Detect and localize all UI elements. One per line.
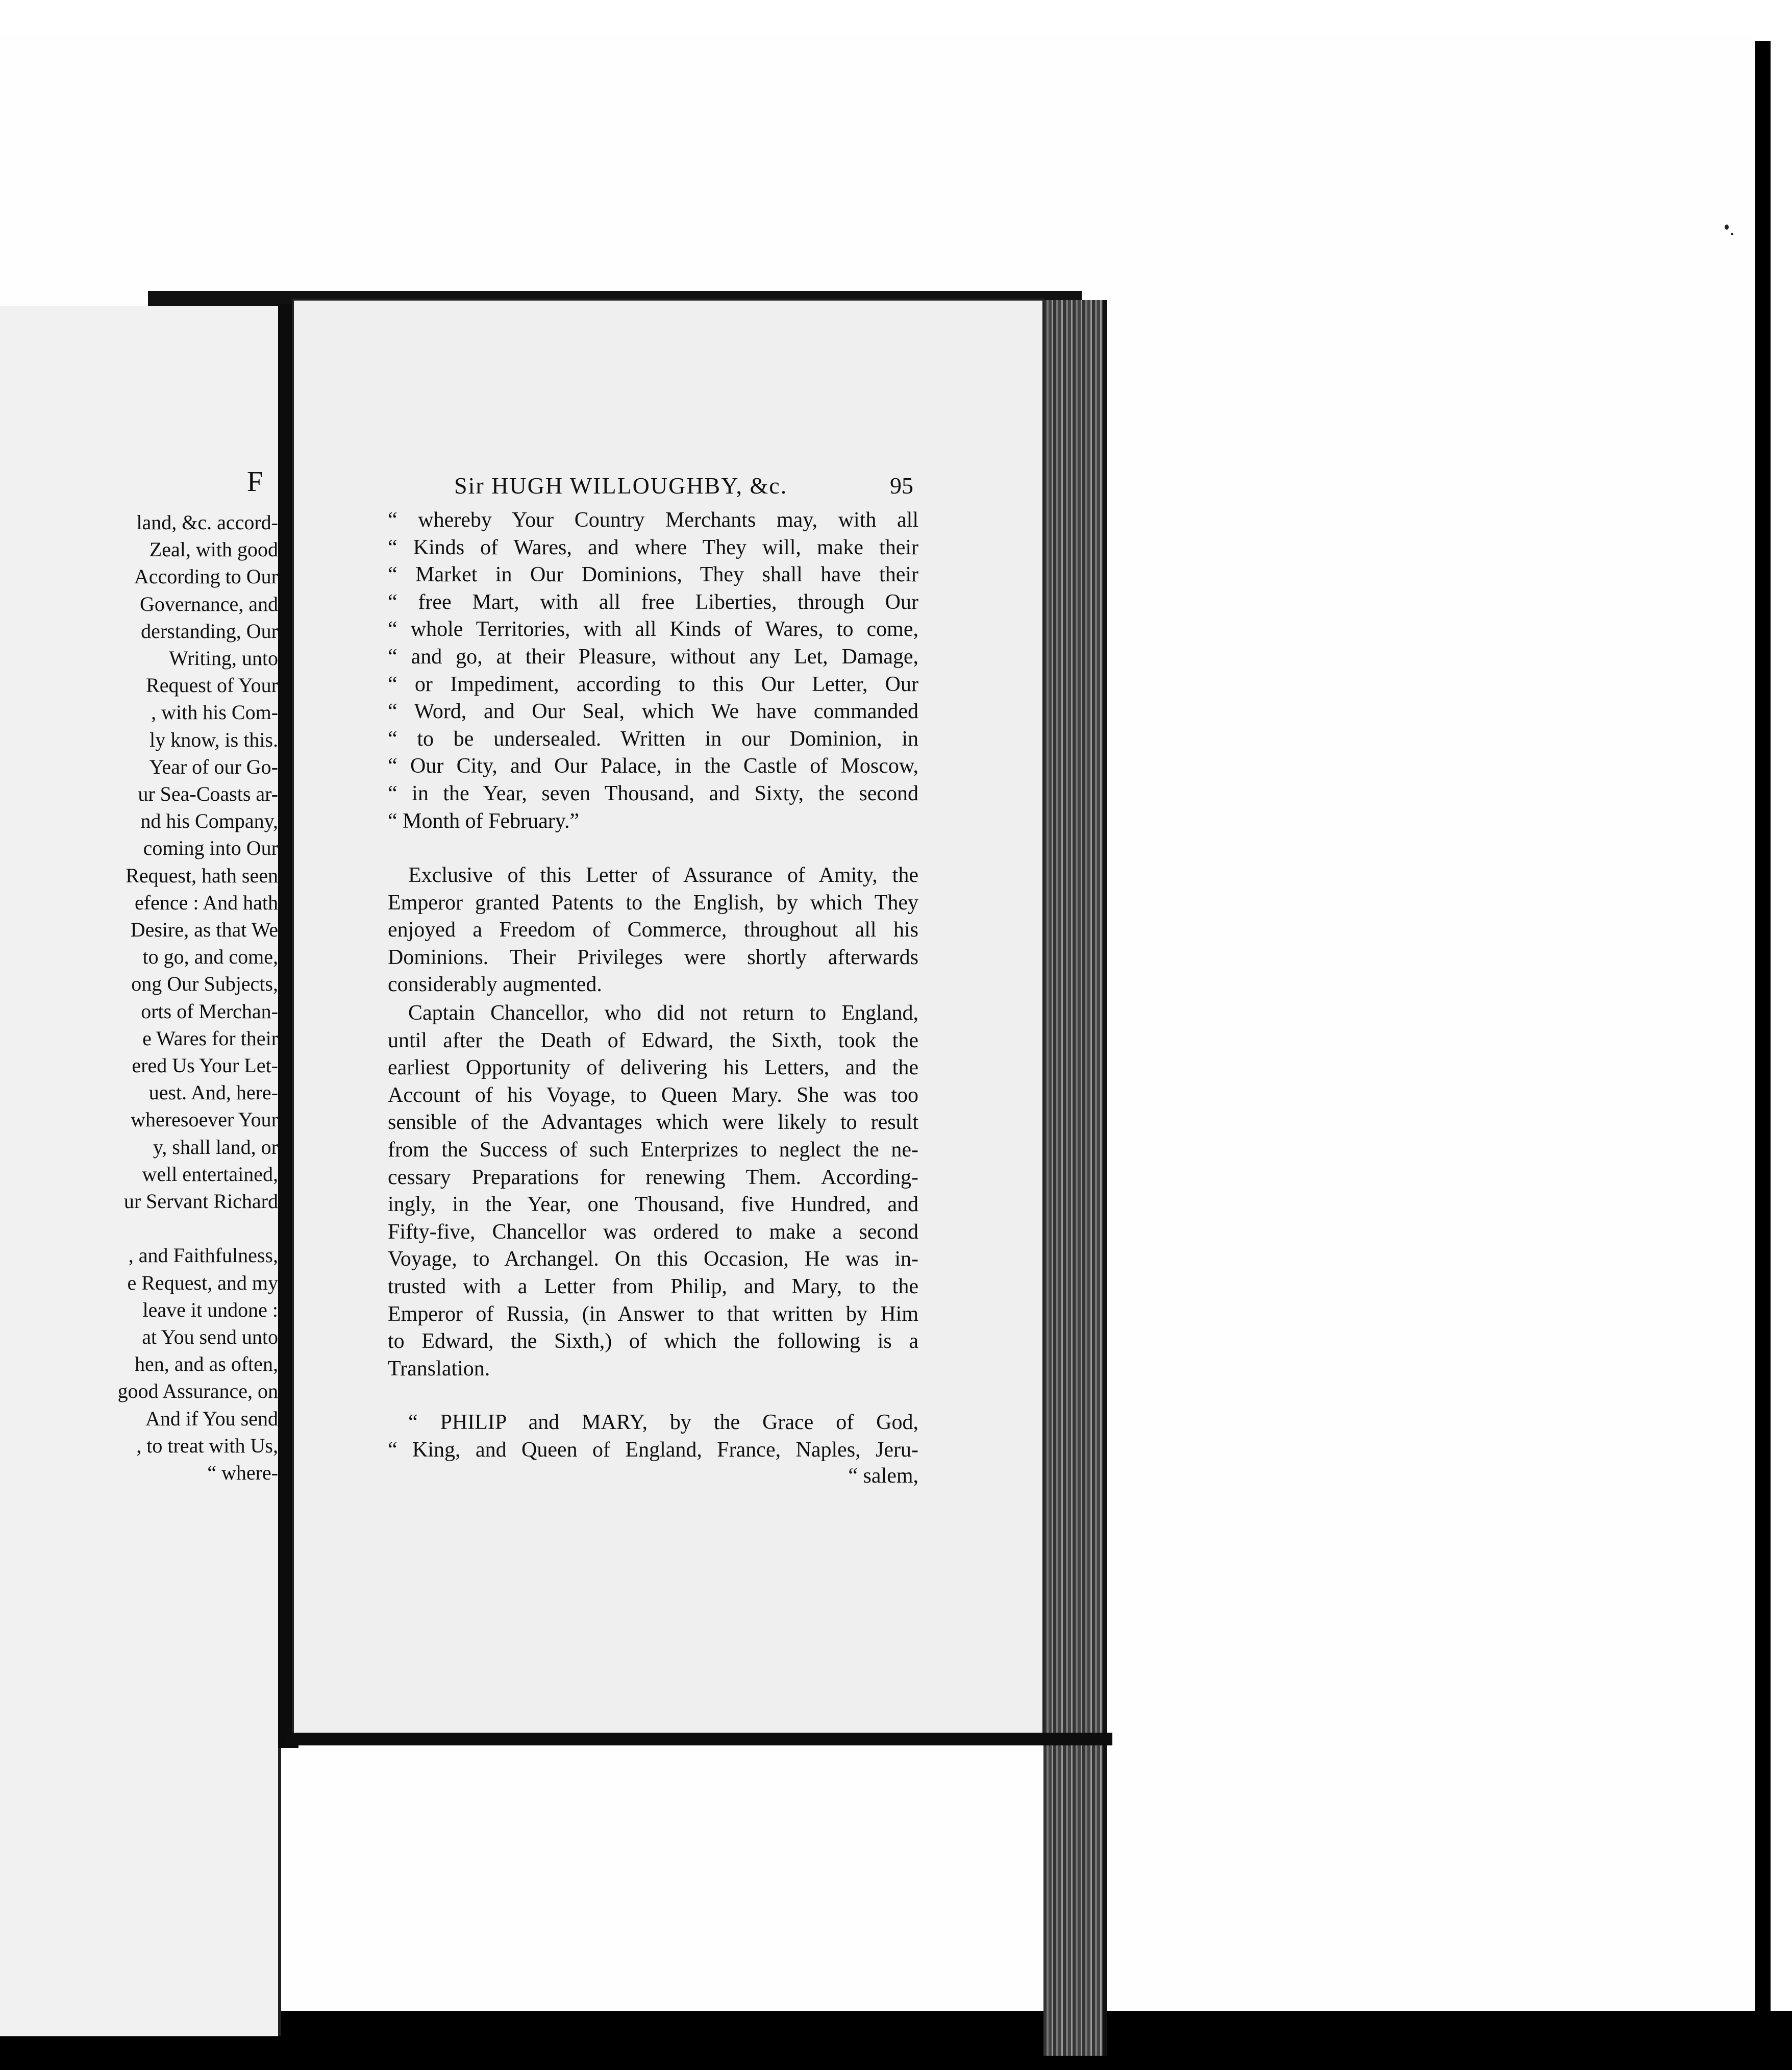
left-page-line: e Request, and my <box>127 1271 278 1294</box>
left-page-line: Year of our Go- <box>149 755 278 778</box>
left-page-line: ly know, is this. <box>150 728 278 751</box>
para2-line: cessary Preparations for renewing Them. According- <box>388 1165 918 1189</box>
left-page-line: good Assurance, on <box>117 1379 278 1403</box>
quote-line: “ Kinds of Wares, and where They will, make their <box>388 535 918 559</box>
left-page-line: “ where- <box>207 1461 278 1484</box>
para2-line: Voyage, to Archangel. On this Occasion, He was in- <box>388 1247 918 1271</box>
left-page-line: And if You send <box>145 1407 278 1430</box>
left-page-line: wheresoever Your <box>131 1108 278 1131</box>
para2-line: until after the Death of Edward, the Sixth, took the <box>388 1028 918 1052</box>
left-page-line: Governance, and <box>140 592 278 615</box>
para2-line: Captain Chancellor, who did not return to England, <box>408 1001 918 1025</box>
left-page-line: Zeal, with good <box>149 538 278 561</box>
left-page-line: well entertained, <box>142 1162 278 1186</box>
left-page-line: Request of Your <box>146 674 278 697</box>
para1-line: Dominions. Their Privileges were shortly afterwards <box>388 945 918 969</box>
quote-line: “ and go, at their Pleasure, without any Let, Damage, <box>388 645 918 669</box>
left-page-line: , and Faithfulness, <box>128 1244 278 1267</box>
letter-line: “ PHILIP and MARY, by the Grace of God, <box>408 1411 918 1434</box>
left-page-heading-fragment: F <box>246 466 263 498</box>
para1-line: enjoyed a Freedom of Commerce, throughout all his <box>388 918 918 942</box>
left-page-line: hen, and as often, <box>134 1352 278 1376</box>
quote-line: “ to be undersealed. Written in our Dominion, in <box>388 727 918 751</box>
quote-line: “ or Impediment, according to this Our Letter, Our <box>388 672 918 696</box>
quote-line: “ whole Territories, with all Kinds of Wares, to come, <box>388 618 918 642</box>
quote-line: “ in the Year, seven Thousand, and Sixty, the second <box>388 782 918 805</box>
para2-line: Fifty-five, Chancellor was ordered to make a second <box>388 1220 918 1244</box>
quote-line: “ Word, and Our Seal, which We have commanded <box>388 700 918 724</box>
letter-line: “ King, and Queen of England, France, Naples, Jeru- <box>388 1438 918 1462</box>
left-page-line: , to treat with Us, <box>136 1434 278 1457</box>
quote-line: “ whereby Your Country Merchants may, with all <box>388 508 918 532</box>
left-page-line: y, shall land, or <box>153 1135 278 1159</box>
para1-line: considerably augmented. <box>388 973 602 997</box>
left-page-line: coming into Our <box>143 836 278 860</box>
left-page-line: nd his Company, <box>140 809 278 833</box>
para2-line: Account of his Voyage, to Queen Mary. She was too <box>388 1083 918 1107</box>
para2-line: Emperor of Russia, (in Answer to that written by Him <box>388 1302 918 1326</box>
left-page <box>0 306 281 2036</box>
running-head <box>454 472 913 503</box>
catchword: “ salem, <box>848 1464 918 1488</box>
left-page-line: at You send unto <box>142 1325 278 1348</box>
para2-line: sensible of the Advantages which were likely to result <box>388 1111 918 1135</box>
para2-line: Translation. <box>388 1357 490 1381</box>
left-page-line: Writing, unto <box>169 647 278 670</box>
scan-speck <box>1731 233 1733 235</box>
left-page-line: ong Our Subjects, <box>131 972 278 996</box>
left-page-line: ur Sea-Coasts ar- <box>138 782 278 805</box>
left-page-line: According to Our <box>134 565 278 588</box>
left-page-line: uest. And, here- <box>148 1081 278 1104</box>
para2-line: to Edward, the Sixth,) of which the following is a <box>388 1329 918 1353</box>
left-page-line: , with his Com- <box>151 701 278 724</box>
page-edges <box>1043 300 1107 2056</box>
quote-line: “ Market in Our Dominions, They shall have their <box>388 563 918 587</box>
quote-line: “ Month of February.” <box>388 809 580 833</box>
para1-line: Emperor granted Patents to the English, by which They <box>388 891 918 915</box>
para2-line: from the Success of such Enterprizes to neglect the ne- <box>388 1138 918 1162</box>
left-page-text <box>0 306 278 2036</box>
film-frame-right-border <box>1755 41 1771 2026</box>
left-page-line: derstanding, Our <box>141 619 278 643</box>
para2-line: trusted with a Letter from Philip, and Mary, to the <box>388 1275 918 1298</box>
running-head-title: Sir HUGH WILLOUGHBY, &c. <box>454 473 788 499</box>
left-page-line: Desire, as that We <box>130 918 278 941</box>
left-page-line: to go, and come, <box>142 945 278 969</box>
left-page-line: Request, hath seen <box>126 864 278 887</box>
para2-line: ingly, in the Year, one Thousand, five Hundred, and <box>388 1193 918 1217</box>
left-page-line: orts of Merchan- <box>141 999 278 1023</box>
left-page-line: leave it undone : <box>142 1298 278 1321</box>
left-page-line: ur Servant Richard <box>123 1190 278 1213</box>
left-page-line: ered Us Your Let- <box>132 1054 278 1077</box>
book-bottom-edge <box>286 1733 1112 1745</box>
page-number: 95 <box>890 473 913 499</box>
left-page-line: e Wares for their <box>142 1026 278 1050</box>
scan-speck <box>1725 225 1729 230</box>
para1-line: Exclusive of this Letter of Assurance of Amity, the <box>408 864 918 887</box>
left-page-line: land, &c. accord- <box>136 511 278 534</box>
quote-line: “ free Mart, with all free Liberties, through Our <box>388 590 918 614</box>
quote-line: “ Our City, and Our Palace, in the Castle of Moscow, <box>388 754 918 778</box>
left-page-line: efence : And hath <box>135 891 278 914</box>
para2-line: earliest Opportunity of delivering his Letters, and the <box>388 1056 918 1080</box>
